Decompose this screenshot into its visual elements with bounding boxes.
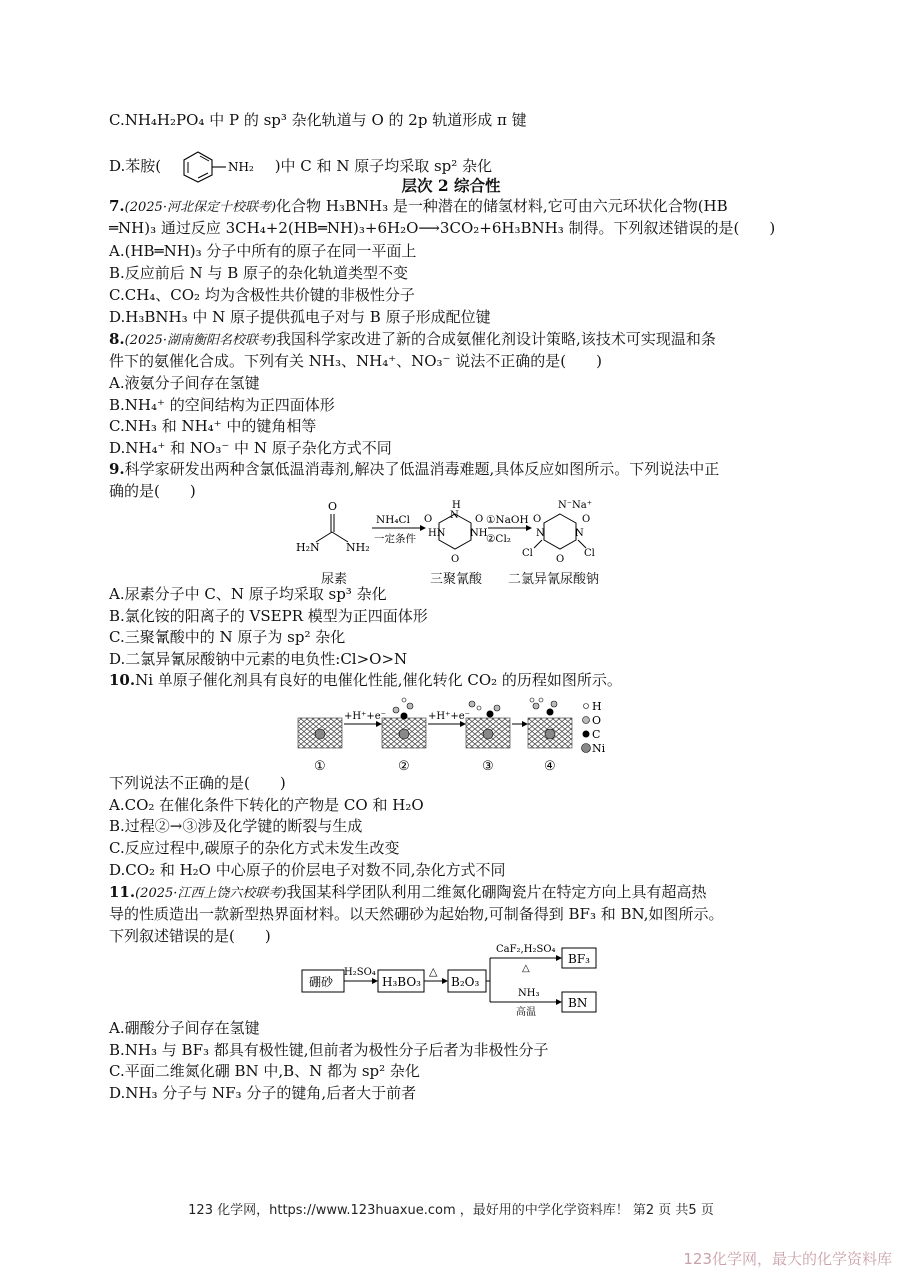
q7-option-d: D.H₃BNH₃ 中 N 原子提供孤电子对与 B 原子形成配位键 xyxy=(109,308,491,326)
q11-node-borax: 硼砂 xyxy=(309,975,334,989)
q8-source: (2025·湖南衡阳名校联考) xyxy=(124,333,277,348)
legend-ni: Ni xyxy=(592,742,606,755)
q10-catalysis-figure xyxy=(292,694,622,774)
svg-text:NH₂: NH₂ xyxy=(346,541,370,554)
q9-label-dichloroisocyanurate: 二氯异氰尿酸钠 xyxy=(508,572,600,587)
q11-node-bn: BN xyxy=(568,996,588,1010)
q10-stem-line1 xyxy=(109,670,622,690)
q11-flow-diagram xyxy=(300,940,610,1018)
q9-reagent1-bottom: 一定条件 xyxy=(374,533,416,545)
q10-option-c: C.反应过程中,碳原子的杂化方式未发生改变 xyxy=(109,839,400,857)
dichloroisocyanurate-structure xyxy=(522,500,595,565)
q10-legend xyxy=(582,700,606,755)
q6-option-d-prefix: D.苯胺( xyxy=(109,157,162,175)
q9-option-b: B.氯化铵的阳离子的 VSEPR 模型为正四面体形 xyxy=(109,607,428,625)
q8-stem-line1 xyxy=(109,329,716,351)
q11-stem-line2: 导的性质造出一款新型热界面材料。以天然硼砂为起始物,可制备得到 BF₃ 和 BN,如图所示。 xyxy=(109,905,724,923)
q9-option-a: A.尿素分子中 C、N 原子均采取 sp³ 杂化 xyxy=(109,585,387,603)
q10-number: 10. xyxy=(109,671,136,689)
q7-source: (2025·河北保定十校联考) xyxy=(124,200,277,215)
q11-source: (2025·江西上饶六校联考) xyxy=(135,886,287,901)
svg-text:O: O xyxy=(556,554,565,565)
svg-text:H₂N: H₂N xyxy=(296,541,320,554)
q8-option-c: C.NH₃ 和 NH₄⁺ 中的键角相等 xyxy=(109,417,317,435)
q11-reagent-nh3: NH₃ xyxy=(518,988,540,999)
q7-number: 7. xyxy=(109,197,125,215)
q8-number: 8. xyxy=(109,330,125,348)
svg-text:O: O xyxy=(451,554,460,565)
q11-stem-text1: 我国某科学团队利用二维氮化硼陶瓷片在特定方向上具有超高热 xyxy=(286,883,707,901)
q11-reagent-caf2: CaF₂,H₂SO₄ xyxy=(496,944,556,955)
q11-option-d: D.NH₃ 分子与 NF₃ 分子的键角,后者大于前者 xyxy=(109,1084,417,1102)
svg-text:Cl: Cl xyxy=(584,548,595,559)
svg-text:HN: HN xyxy=(428,528,446,539)
q11-stem-line1 xyxy=(109,882,707,904)
q10-stem-text1: Ni 单原子催化剂具有良好的电催化性能,催化转化 CO₂ 的历程如图所示。 xyxy=(135,671,622,689)
q9-option-d: D.二氯异氰尿酸钠中元素的电负性:Cl>O>N xyxy=(109,650,408,668)
catalyst-block-3 xyxy=(466,701,510,748)
q9-reagent1-top: NH₄Cl xyxy=(376,514,410,526)
q7-option-a: A.(HB═NH)₃ 分子中所有的原子在同一平面上 xyxy=(109,242,417,260)
q9-stem-line2: 确的是( ) xyxy=(109,482,196,500)
q11-number: 11. xyxy=(109,883,136,901)
q9-reagent2-bottom: ②Cl₂ xyxy=(486,533,512,545)
q10-option-d: D.CO₂ 和 H₂O 中心原子的价层电子对数不同,杂化方式不同 xyxy=(109,861,506,879)
watermark: 123化学网，最大的化学资料库 xyxy=(683,1250,892,1268)
q10-step-label-1: +H⁺+e⁻ xyxy=(344,711,386,722)
q11-option-c: C.平面二维氮化硼 BN 中,B、N 都为 sp² 杂化 xyxy=(109,1062,420,1080)
q11-reagent-heat2: △ xyxy=(522,963,530,974)
catalyst-block-1 xyxy=(298,718,342,748)
cyanuric-acid-structure xyxy=(424,500,488,565)
svg-text:N⁻Na⁺: N⁻Na⁺ xyxy=(558,500,593,511)
q11-node-b2o3: B₂O₃ xyxy=(451,975,480,989)
q11-stem-line3: 下列叙述错误的是( ) xyxy=(109,927,271,945)
q8-stem-text1: 我国科学家改进了新的合成氨催化剂设计策略,该技术可实现温和条 xyxy=(276,330,716,348)
q10-step-label-2: +H⁺+e⁻ xyxy=(428,711,470,722)
q7-option-b: B.反应前后 N 与 B 原子的杂化轨道类型不变 xyxy=(109,264,409,282)
urea-structure xyxy=(296,500,370,554)
q9-label-urea: 尿素 xyxy=(321,572,348,587)
svg-text:O: O xyxy=(475,514,484,525)
q9-label-cyanuric-acid: 三聚氰酸 xyxy=(430,572,483,587)
q11-reagent-high-temp: 高温 xyxy=(516,1007,536,1018)
q9-option-c: C.三聚氰酸中的 N 原子为 sp² 杂化 xyxy=(109,628,346,646)
q10-stage-4: ④ xyxy=(544,759,556,774)
q9-stem-line1 xyxy=(109,459,719,479)
svg-text:O: O xyxy=(424,514,433,525)
q8-option-b: B.NH₄⁺ 的空间结构为正四面体形 xyxy=(109,396,335,414)
svg-text:O: O xyxy=(582,514,591,525)
q7-stem-line2: ═NH)₃ 通过反应 3CH₄+2(HB═NH)₃+6H₂O⟶3CO₂+6H₃BNH₃ 制得。下列叙述错误的是( ) xyxy=(109,219,776,237)
q11-node-h3bo3: H₃BO₃ xyxy=(382,975,421,989)
q11-option-b: B.NH₃ 与 BF₃ 都具有极性键,但前者为极性分子后者为非极性分子 xyxy=(109,1041,549,1059)
section-2-title: 层次 2 综合性 xyxy=(401,176,501,195)
legend-c: C xyxy=(592,728,601,741)
svg-text:Cl: Cl xyxy=(522,548,533,559)
q8-option-a: A.液氨分子间存在氢键 xyxy=(109,374,260,392)
q7-option-c: C.CH₄、CO₂ 均为含极性共价键的非极性分子 xyxy=(109,286,415,304)
q11-option-a: A.硼酸分子间存在氢键 xyxy=(109,1019,260,1037)
q10-stage-2: ② xyxy=(398,759,410,774)
svg-text:NH: NH xyxy=(470,528,488,539)
legend-h: H xyxy=(592,700,602,713)
catalyst-block-2 xyxy=(382,698,426,748)
svg-text:N: N xyxy=(536,528,545,539)
q11-reagent-heat: △ xyxy=(429,965,438,978)
q11-reagent-h2so4: H₂SO₄ xyxy=(344,967,376,978)
q9-number: 9. xyxy=(109,460,125,478)
svg-text:N: N xyxy=(450,510,459,521)
svg-text:H: H xyxy=(452,500,461,511)
q6-option-d-suffix: )中 C 和 N 原子均采取 sp² 杂化 xyxy=(274,157,493,175)
q8-option-d: D.NH₄⁺ 和 NO₃⁻ 中 N 原子杂化方式不同 xyxy=(109,439,392,457)
legend-o: O xyxy=(592,714,602,727)
q10-stage-1: ① xyxy=(314,759,326,774)
q11-node-bf3: BF₃ xyxy=(568,952,590,966)
q10-option-a: A.CO₂ 在催化条件下转化的产物是 CO 和 H₂O xyxy=(109,796,424,814)
page-footer: 123 化学网，https://www.123huaxue.com ，最好用的中学化学资料库！ 第2 页 共5 页 xyxy=(188,1203,714,1218)
q6-option-c: C.NH₄H₂PO₄ 中 P 的 sp³ 杂化轨道与 O 的 2p 轨道形成 π 键 xyxy=(109,111,527,129)
q10-option-b: B.过程②→③涉及化学键的断裂与生成 xyxy=(109,817,363,835)
aniline-nh2-label: NH₂ xyxy=(227,160,254,174)
svg-text:N: N xyxy=(575,528,584,539)
q9-stem-text1: 科学家研发出两种含氯低温消毒剂,解决了低温消毒难题,具体反应如图所示。下列说法中正 xyxy=(124,460,720,478)
svg-text:O: O xyxy=(533,514,542,525)
catalyst-block-4 xyxy=(528,698,572,748)
svg-text:O: O xyxy=(328,500,338,513)
q10-stem-line2: 下列说法不正确的是( ) xyxy=(109,774,286,792)
q9-reagent2-top: ①NaOH xyxy=(486,514,529,526)
q8-stem-line2: 件下的氨催化合成。下列有关 NH₃、NH₄⁺、NO₃⁻ 说法不正确的是( ) xyxy=(109,352,602,370)
q7-stem-text1: 化合物 H₃BNH₃ 是一种潜在的储氢材料,它可由六元环状化合物(HB xyxy=(276,197,728,215)
q7-stem-line1 xyxy=(109,196,728,218)
q10-stage-3: ③ xyxy=(482,759,494,774)
